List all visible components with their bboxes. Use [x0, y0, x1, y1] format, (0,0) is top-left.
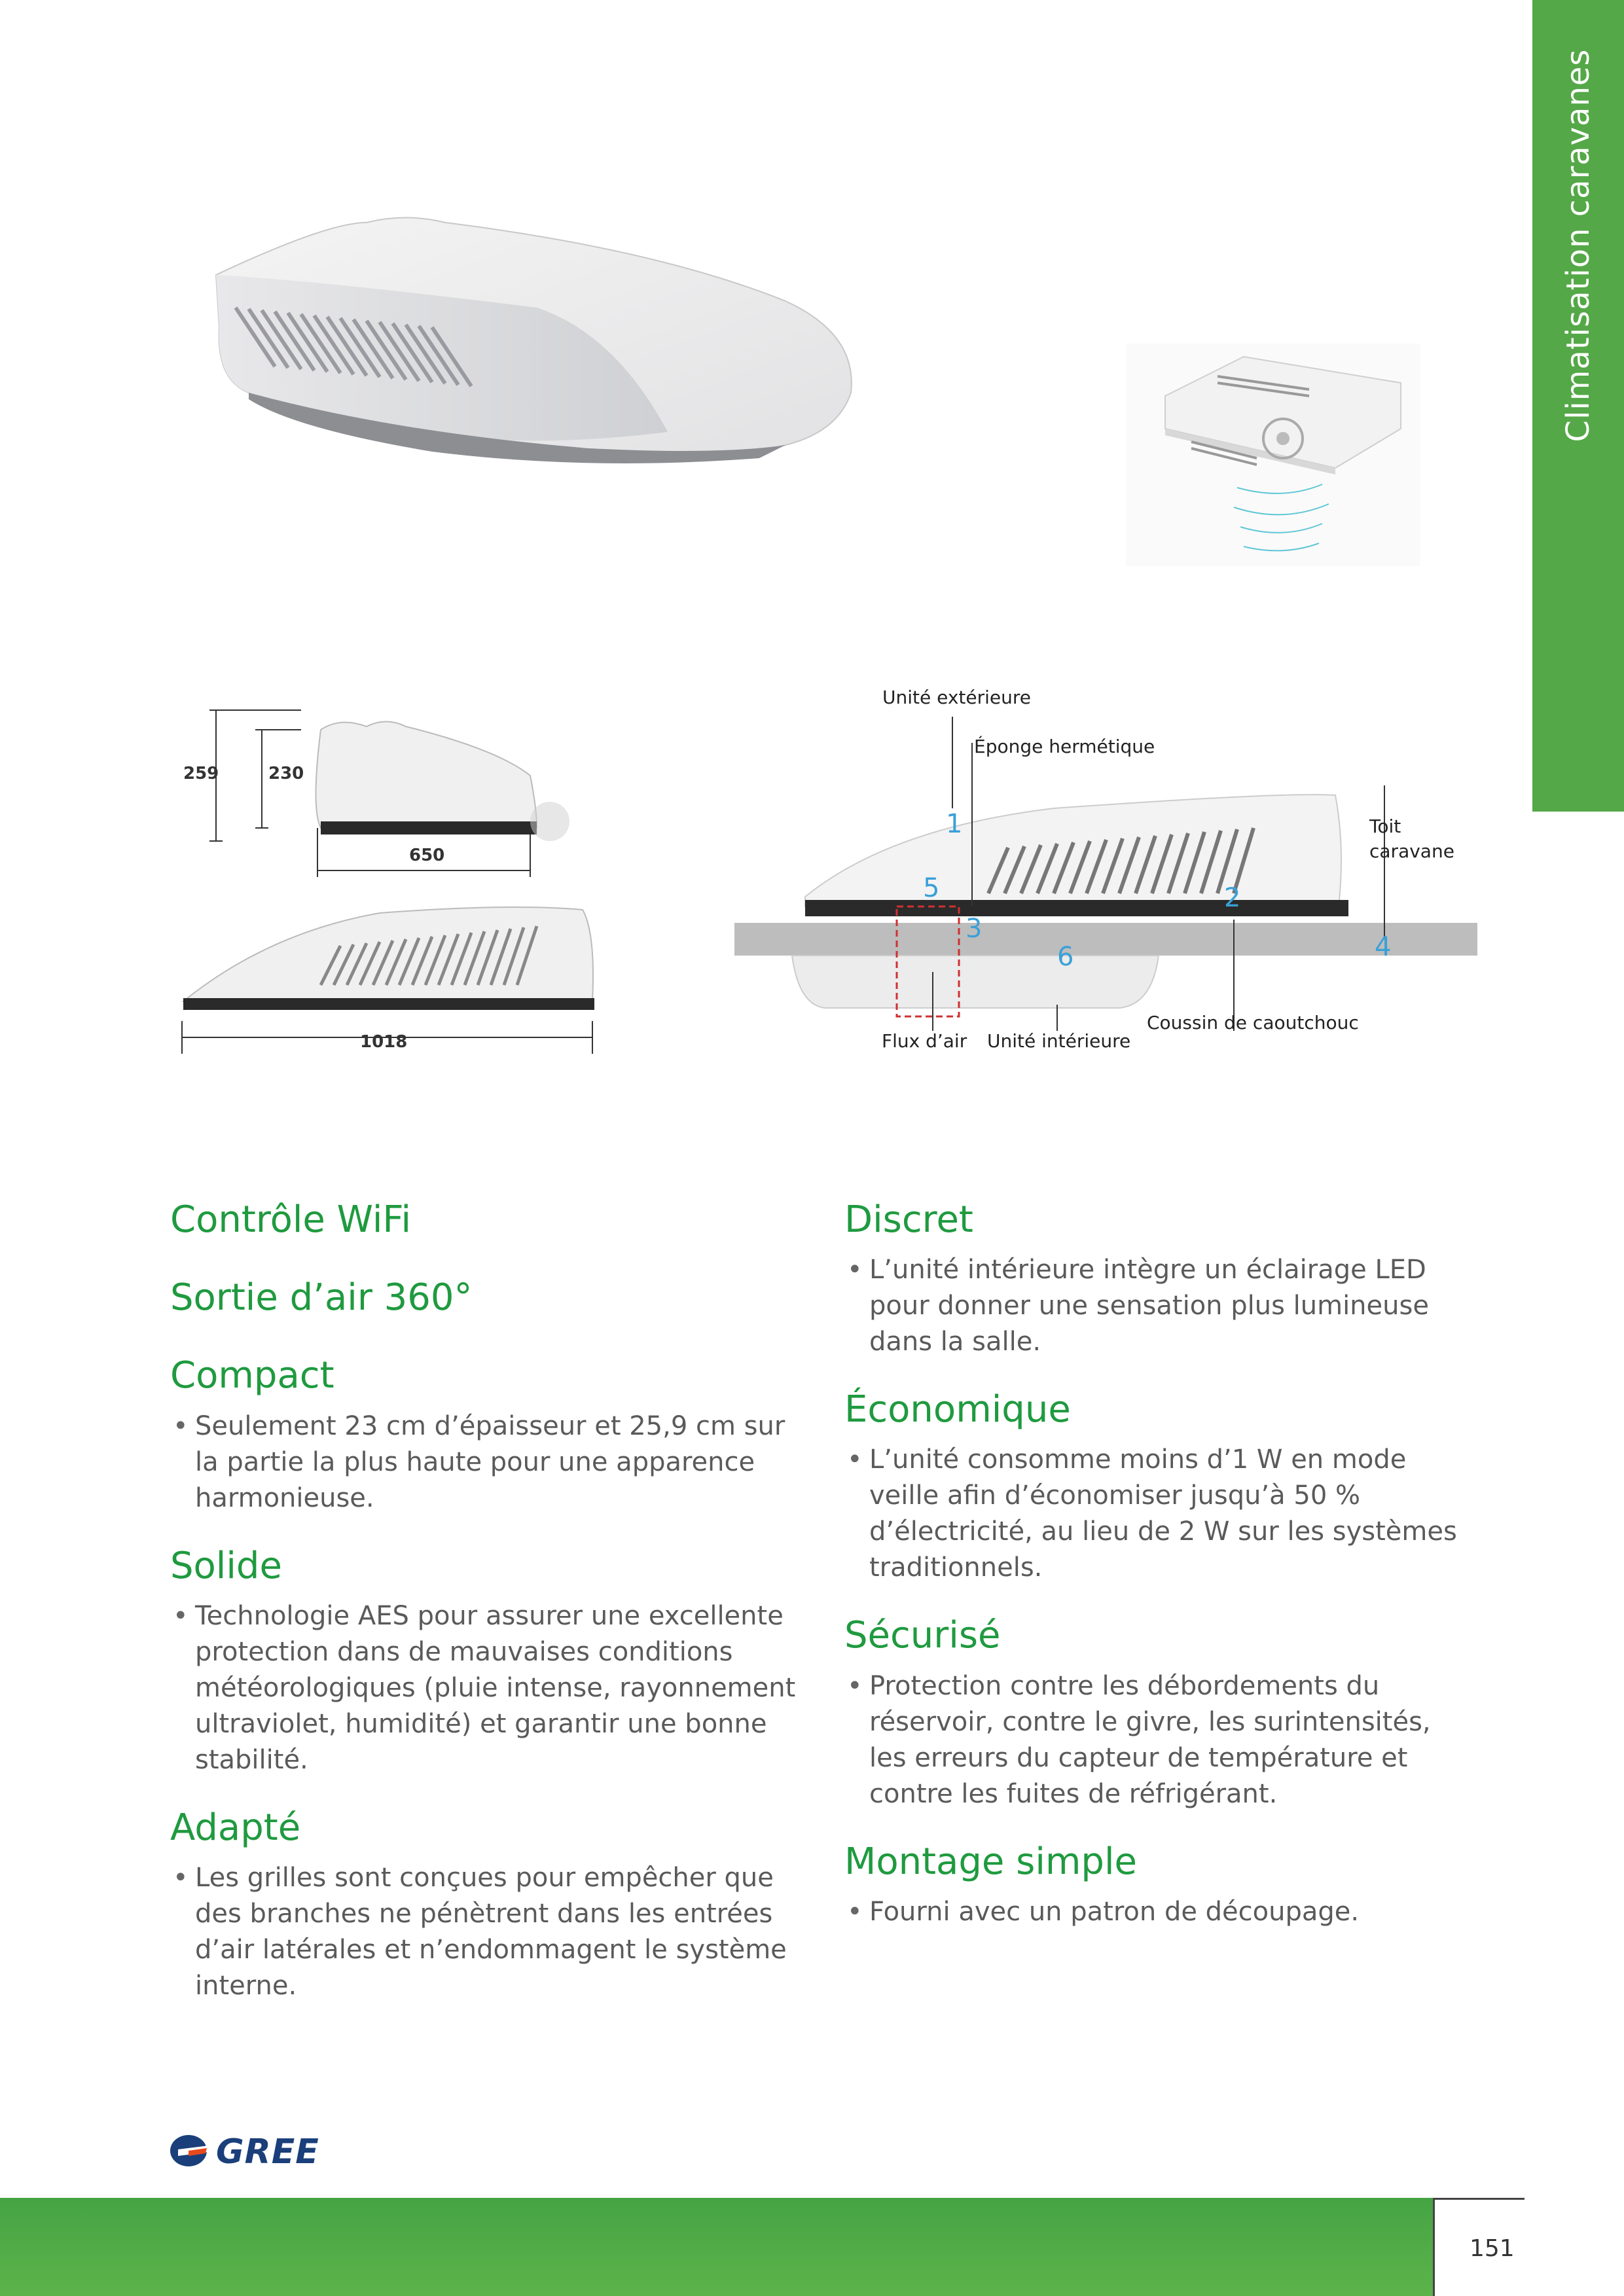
feature-adapted — [170, 1806, 799, 2004]
feature-secure — [844, 1613, 1473, 1812]
feature-title: Sécurisé — [844, 1614, 1001, 1657]
section-side-tab-label: Climatisation caravanes — [1560, 48, 1597, 442]
dimensions-diagram — [170, 697, 602, 1077]
num-5: 5 — [923, 873, 940, 903]
feature-bullet: • Protection contre les débordements du réservoir, contre le givre, les surintensités, les erreurs du capteur de température et contre les fuites de réfrigérant. — [844, 1668, 1473, 1812]
label-cushion: Coussin de caoutchouc — [1147, 1012, 1359, 1033]
feature-title: Compact — [170, 1354, 334, 1397]
feature-bullet: • Seulement 23 cm d’épaisseur et 25,9 cm sur la partie la plus haute pour une apparence harmonieuse. — [170, 1408, 799, 1516]
feature-bullet: • L’unité intérieure intègre un éclairage LED pour donner une sensation plus lumineuse dans la salle. — [844, 1252, 1473, 1360]
num-4: 4 — [1375, 932, 1392, 962]
label-roof-line1: Toit — [1369, 816, 1401, 837]
gree-logo-text: GREE — [216, 2132, 319, 2172]
dim-height-total: 259 — [183, 764, 219, 783]
feature-title: Économique — [844, 1388, 1071, 1431]
feature-title: Sortie d’air 360° — [170, 1276, 473, 1319]
num-3: 3 — [965, 914, 983, 944]
dim-length: 1018 — [360, 1032, 408, 1052]
feature-title: Contrôle WiFi — [170, 1198, 412, 1241]
page-number: 151 — [1470, 2235, 1515, 2262]
features-left-column — [170, 1198, 799, 2004]
feature-title: Discret — [844, 1198, 973, 1241]
indoor-unit-image — [1126, 344, 1420, 566]
feature-discreet — [844, 1198, 1473, 1360]
feature-title: Solide — [170, 1544, 282, 1587]
feature-air-outlet — [170, 1276, 799, 1319]
label-roof-line2: caravane — [1369, 840, 1454, 862]
label-indoor-unit: Unité intérieure — [987, 1030, 1131, 1052]
feature-bullet: • L’unité consomme moins d’1 W en mode veille afin d’économiser jusqu’à 50 % d’électricité, au lieu de 2 W sur les systèmes traditionnels. — [844, 1442, 1473, 1586]
feature-economic — [844, 1388, 1473, 1586]
footer-bar — [0, 2198, 1433, 2296]
feature-title: Adapté — [170, 1806, 301, 1849]
label-sponge: Éponge hermétique — [974, 736, 1155, 757]
feature-wifi — [170, 1198, 799, 1242]
feature-bullet: • Les grilles sont conçues pour empêcher que des branches ne pénètrent dans les entrées d’air latérales et n’endommagent le système interne. — [170, 1860, 799, 2004]
feature-bullet: • Fourni avec un patron de découpage. — [844, 1894, 1473, 1930]
label-airflow: Flux d’air — [882, 1030, 967, 1052]
label-outdoor-unit: Unité extérieure — [882, 687, 1032, 708]
hero-product-image — [196, 196, 1047, 576]
installation-diagram — [727, 677, 1486, 1070]
dim-height-body: 230 — [268, 764, 304, 783]
gree-logo — [169, 2132, 339, 2172]
feature-solid — [170, 1544, 799, 1778]
num-1: 1 — [946, 809, 963, 839]
feature-compact — [170, 1354, 799, 1516]
gree-logo-mark-icon — [169, 2134, 212, 2168]
num-2: 2 — [1224, 883, 1241, 913]
dim-width: 650 — [409, 846, 445, 865]
section-side-tab — [1532, 0, 1624, 812]
feature-bullet: • Technologie AES pour assurer une excellente protection dans de mauvaises conditions météorologiques (pluie intense, rayonnement ultraviolet, humidité) et garantir une bonne stabilité. — [170, 1598, 799, 1778]
feature-title: Montage simple — [844, 1840, 1137, 1883]
num-6: 6 — [1057, 942, 1074, 972]
features-right-column — [844, 1198, 1473, 1930]
feature-easy-mount — [844, 1840, 1473, 1930]
